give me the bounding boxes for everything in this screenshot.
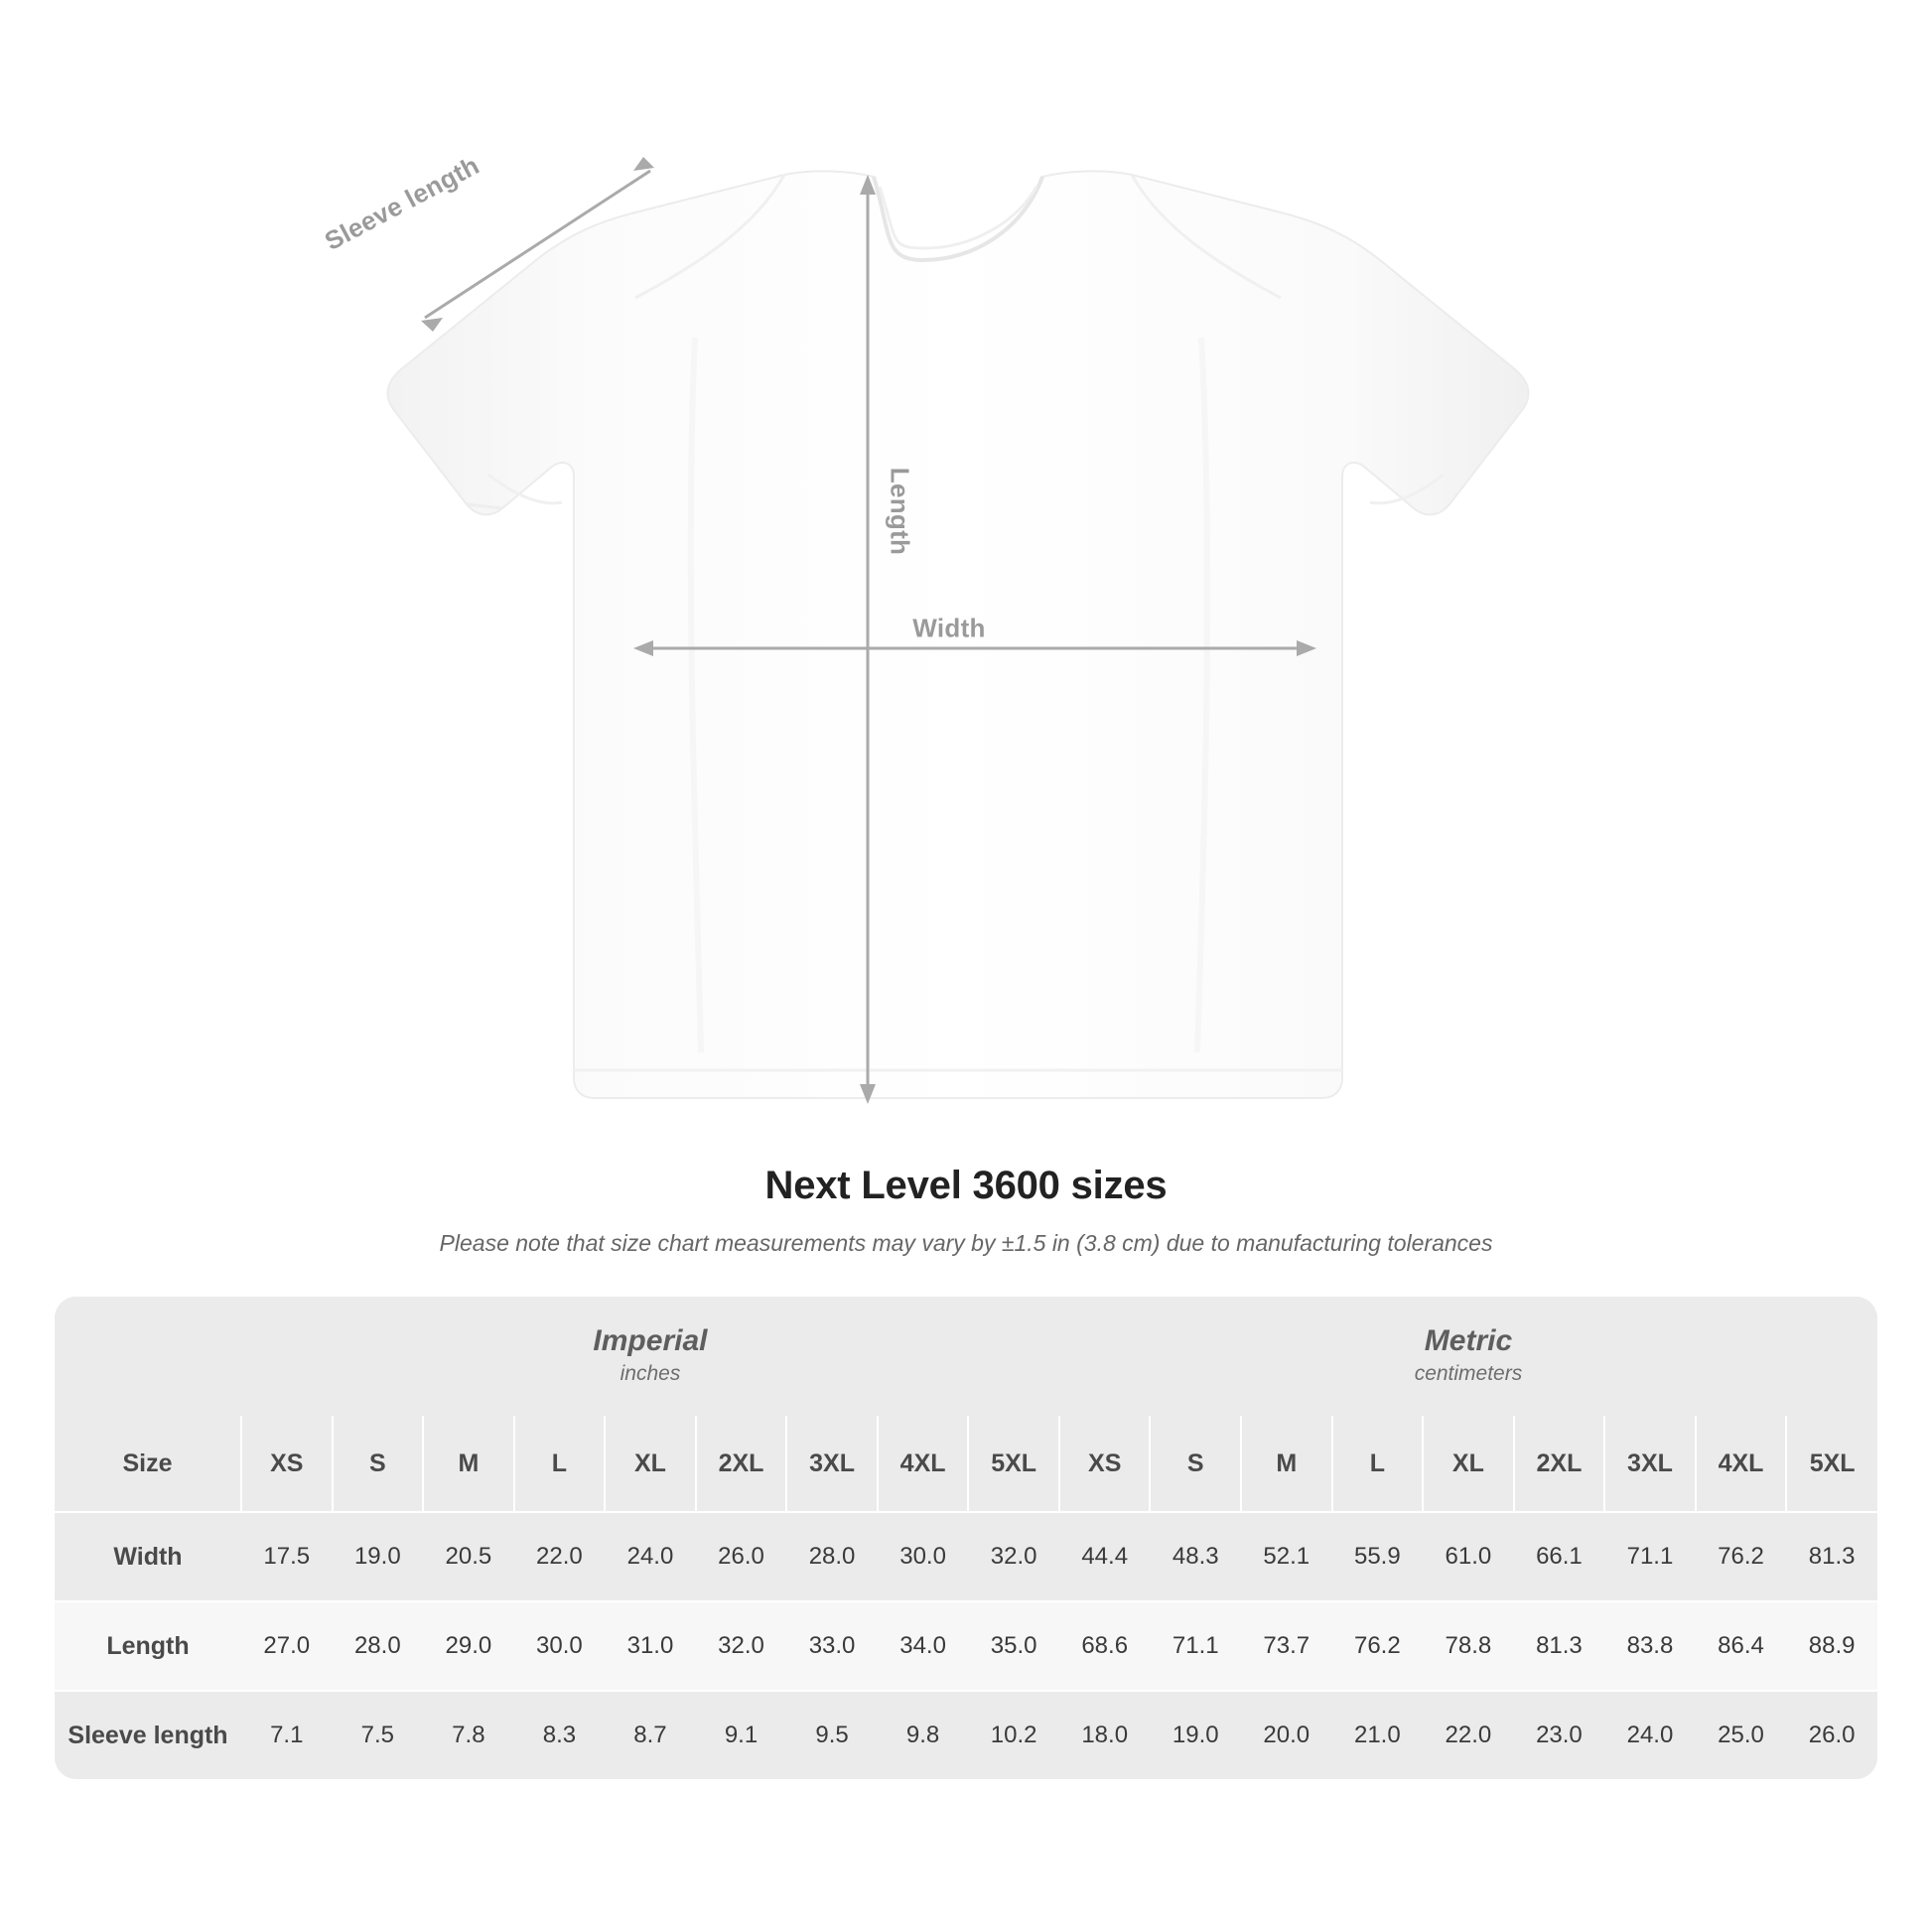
width-imperial-3xl: 28.0	[786, 1512, 878, 1601]
sleeve-imperial-5xl: 10.2	[968, 1691, 1059, 1779]
length-imperial-xl: 31.0	[605, 1601, 696, 1691]
size-header-metric-xs: XS	[1059, 1416, 1151, 1512]
unit-name-imperial: Imperial	[593, 1324, 708, 1358]
length-label: Length	[885, 467, 915, 556]
sleeve-metric-2xl: 23.0	[1514, 1691, 1605, 1779]
width-metric-4xl: 76.2	[1696, 1512, 1787, 1601]
width-imperial-l: 22.0	[514, 1512, 606, 1601]
size-table	[55, 1297, 1877, 1779]
sleeve-metric-m: 20.0	[1241, 1691, 1332, 1779]
width-imperial-xs: 17.5	[241, 1512, 333, 1601]
width-metric-xs: 44.4	[1059, 1512, 1151, 1601]
size-header-imperial-2xl: 2XL	[696, 1416, 787, 1512]
row-label-width: Width	[55, 1512, 241, 1601]
sleeve-imperial-4xl: 9.8	[878, 1691, 969, 1779]
size-header-metric-m: M	[1241, 1416, 1332, 1512]
sleeve-imperial-3xl: 9.5	[786, 1691, 878, 1779]
unit-sub-metric: centimeters	[1414, 1361, 1523, 1385]
length-metric-l: 76.2	[1332, 1601, 1424, 1691]
size-header-metric-xl: XL	[1423, 1416, 1514, 1512]
size-header-metric-4xl: 4XL	[1696, 1416, 1787, 1512]
sleeve-metric-4xl: 25.0	[1696, 1691, 1787, 1779]
length-metric-2xl: 81.3	[1514, 1601, 1605, 1691]
table-row	[55, 1512, 1877, 1601]
length-metric-xl: 78.8	[1423, 1601, 1514, 1691]
length-imperial-2xl: 32.0	[696, 1601, 787, 1691]
width-imperial-xl: 24.0	[605, 1512, 696, 1601]
length-imperial-s: 28.0	[333, 1601, 424, 1691]
size-header-imperial-l: L	[514, 1416, 606, 1512]
sleeve-metric-l: 21.0	[1332, 1691, 1424, 1779]
unit-header-metric	[1059, 1297, 1877, 1416]
sleeve-length-label: Sleeve length	[319, 150, 484, 257]
width-label: Width	[912, 613, 986, 643]
size-header-row	[55, 1416, 1877, 1512]
size-header-metric-5xl: 5XL	[1786, 1416, 1877, 1512]
length-metric-3xl: 83.8	[1604, 1601, 1696, 1691]
unit-header-imperial	[241, 1297, 1059, 1416]
length-imperial-4xl: 34.0	[878, 1601, 969, 1691]
width-metric-xl: 61.0	[1423, 1512, 1514, 1601]
unit-sub-imperial: inches	[620, 1361, 681, 1385]
title-block	[0, 1164, 1932, 1257]
width-imperial-m: 20.5	[423, 1512, 514, 1601]
width-metric-l: 55.9	[1332, 1512, 1424, 1601]
sleeve-imperial-l: 8.3	[514, 1691, 606, 1779]
size-header-imperial-5xl: 5XL	[968, 1416, 1059, 1512]
width-imperial-5xl: 32.0	[968, 1512, 1059, 1601]
table-row	[55, 1691, 1877, 1779]
page-title: Next Level 3600 sizes	[764, 1164, 1168, 1207]
row-label-length: Length	[55, 1601, 241, 1691]
size-header-imperial-s: S	[333, 1416, 424, 1512]
size-header-imperial-m: M	[423, 1416, 514, 1512]
width-metric-5xl: 81.3	[1786, 1512, 1877, 1601]
width-imperial-4xl: 30.0	[878, 1512, 969, 1601]
length-metric-5xl: 88.9	[1786, 1601, 1877, 1691]
size-header-cell: Size	[55, 1416, 241, 1512]
unit-name-metric: Metric	[1424, 1324, 1513, 1358]
sleeve-imperial-xl: 8.7	[605, 1691, 696, 1779]
sleeve-imperial-xs: 7.1	[241, 1691, 333, 1779]
width-metric-s: 48.3	[1150, 1512, 1241, 1601]
length-metric-xs: 68.6	[1059, 1601, 1151, 1691]
length-imperial-l: 30.0	[514, 1601, 606, 1691]
size-header-metric-3xl: 3XL	[1604, 1416, 1696, 1512]
row-label-sleeve-length: Sleeve length	[55, 1691, 241, 1779]
sleeve-metric-5xl: 26.0	[1786, 1691, 1877, 1779]
sleeve-metric-xs: 18.0	[1059, 1691, 1151, 1779]
size-header-metric-l: L	[1332, 1416, 1424, 1512]
size-header-metric-s: S	[1150, 1416, 1241, 1512]
unit-header-row	[55, 1297, 1877, 1416]
length-imperial-m: 29.0	[423, 1601, 514, 1691]
sleeve-imperial-m: 7.8	[423, 1691, 514, 1779]
width-metric-3xl: 71.1	[1604, 1512, 1696, 1601]
length-metric-4xl: 86.4	[1696, 1601, 1787, 1691]
size-header-imperial-4xl: 4XL	[878, 1416, 969, 1512]
sleeve-metric-3xl: 24.0	[1604, 1691, 1696, 1779]
width-imperial-2xl: 26.0	[696, 1512, 787, 1601]
size-header-imperial-xs: XS	[241, 1416, 333, 1512]
width-metric-2xl: 66.1	[1514, 1512, 1605, 1601]
sleeve-imperial-2xl: 9.1	[696, 1691, 787, 1779]
size-header-imperial-3xl: 3XL	[786, 1416, 878, 1512]
size-table-wrapper	[55, 1297, 1877, 1779]
sleeve-imperial-s: 7.5	[333, 1691, 424, 1779]
table-row	[55, 1601, 1877, 1691]
unit-header-spacer	[55, 1297, 241, 1416]
length-imperial-xs: 27.0	[241, 1601, 333, 1691]
width-imperial-s: 19.0	[333, 1512, 424, 1601]
tolerance-note: Please note that size chart measurements may vary by ±1.5 in (3.8 cm) due to manufacturing tolerances	[439, 1230, 1493, 1256]
size-header-imperial-xl: XL	[605, 1416, 696, 1512]
length-imperial-5xl: 35.0	[968, 1601, 1059, 1691]
sleeve-metric-s: 19.0	[1150, 1691, 1241, 1779]
length-metric-s: 71.1	[1150, 1601, 1241, 1691]
length-metric-m: 73.7	[1241, 1601, 1332, 1691]
size-header-metric-2xl: 2XL	[1514, 1416, 1605, 1512]
sleeve-metric-xl: 22.0	[1423, 1691, 1514, 1779]
length-imperial-3xl: 33.0	[786, 1601, 878, 1691]
width-metric-m: 52.1	[1241, 1512, 1332, 1601]
